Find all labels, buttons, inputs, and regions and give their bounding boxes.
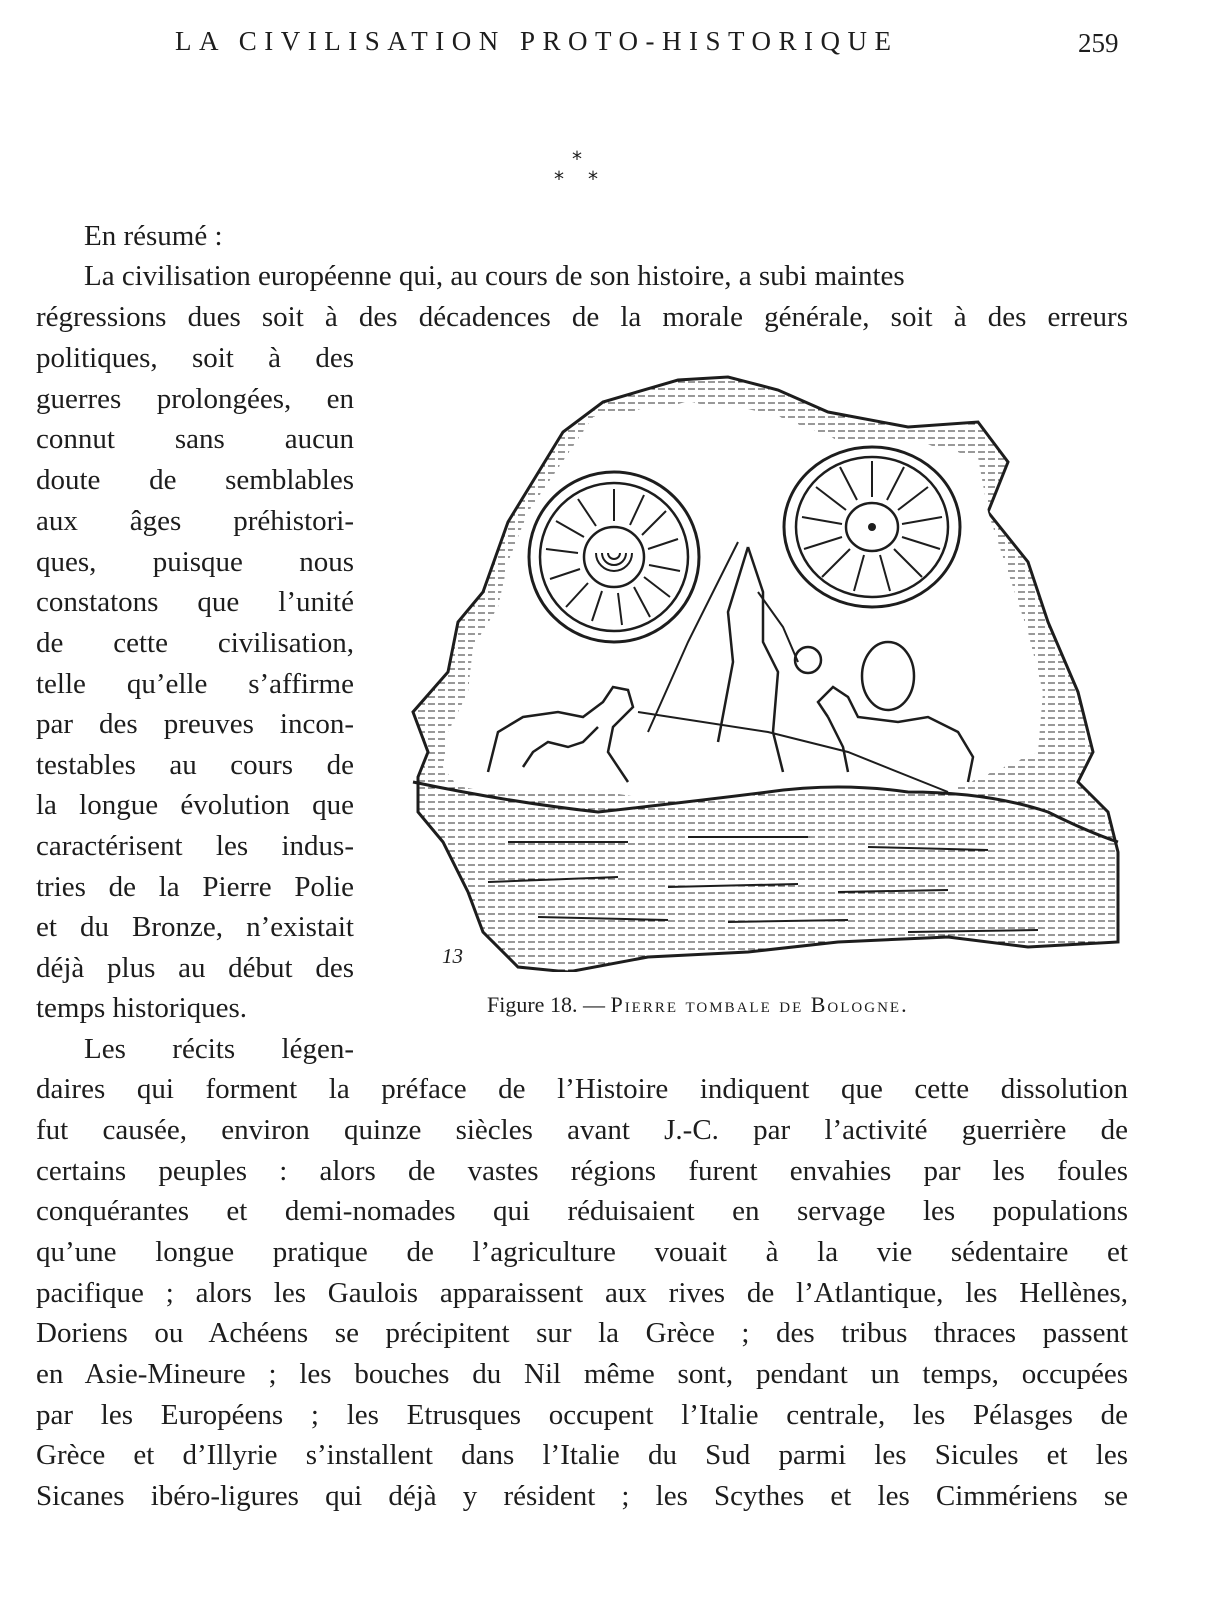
text-line: de cette civilisation, [36, 627, 354, 659]
text-line: politiques, soit à des [36, 342, 354, 374]
text-line: conquérantes et demi-nomades qui réduisaient en servage les populations [36, 1195, 1128, 1227]
text-line: constatons que l’unité [36, 586, 354, 618]
figure-caption [487, 992, 1047, 1018]
text-line: connut sans aucun [36, 423, 354, 455]
text-line: Les récits légen- [84, 1033, 354, 1065]
text-line: guerres prolongées, en [36, 383, 354, 415]
text-line: tries de la Pierre Polie [36, 871, 354, 903]
text-line: par les Européens ; les Etrusques occupent l’Italie centrale, les Pélasges de [36, 1399, 1128, 1431]
svg-text:*: * [554, 167, 564, 190]
text-line: la longue évolution que [36, 789, 354, 821]
text-line: testables au cours de [36, 749, 354, 781]
text-line: doute de semblables [36, 464, 354, 496]
right-sun-wheel [784, 447, 960, 607]
text-line: par des preuves incon- [36, 708, 354, 740]
page-number: 259 [1078, 28, 1119, 58]
text-line: et du Bronze, n’existait [36, 911, 354, 943]
text-line: caractérisent les indus- [36, 830, 354, 862]
text-line: temps historiques. [36, 992, 248, 1024]
figure-caption-prefix: Figure 18. — [487, 992, 611, 1017]
text-line: Grèce et d’Illyrie s’installent dans l’Italie du Sud parmi les Sicules et les [36, 1439, 1128, 1471]
svg-text:*: * [588, 167, 598, 190]
tombstone-illustration [388, 372, 1128, 972]
text-line: Sicanes ibéro-ligures qui déjà y résident ; les Scythes et les Cimmériens se [36, 1480, 1128, 1512]
left-sun-wheel [529, 472, 699, 642]
text-line: daires qui forment la préface de l’Histoire indiquent que cette dissolution [36, 1073, 1128, 1105]
asterism-icon [548, 148, 608, 190]
text-line: Doriens ou Achéens se précipitent sur la Grèce ; des tribus thraces passent [36, 1317, 1128, 1349]
text-line: qu’une longue pratique de l’agriculture vouait à la vie sédentaire et [36, 1236, 1128, 1268]
figure-number-label: 13 [442, 944, 463, 968]
text-line: telle qu’elle s’affirme [36, 668, 354, 700]
text-line: régressions dues soit à des décadences de la morale générale, soit à des erreurs [36, 301, 1128, 333]
text-line: ques, puisque nous [36, 546, 354, 578]
figure-caption-title: Pierre tombale de Bologne. [610, 992, 909, 1017]
text-line: aux âges préhistori- [36, 505, 354, 537]
text-line: déjà plus au début des [36, 952, 354, 984]
text-line: fut causée, environ quinze siècles avant J.-C. par l’activité guerrière de [36, 1114, 1128, 1146]
svg-text:*: * [572, 148, 582, 171]
text-line: pacifique ; alors les Gaulois apparaissent aux rives de l’Atlantique, les Hellènes, [36, 1277, 1128, 1309]
text-line: En résumé : [84, 220, 223, 252]
text-line: en Asie-Mineure ; les bouches du Nil même sont, pendant un temps, occupées [36, 1358, 1128, 1390]
running-title: LA CIVILISATION PROTO-HISTORIQUE [175, 26, 899, 56]
text-line: certains peuples : alors de vastes régions furent envahies par les foules [36, 1155, 1128, 1187]
text-line: La civilisation européenne qui, au cours de son histoire, a subi maintes [84, 260, 905, 292]
